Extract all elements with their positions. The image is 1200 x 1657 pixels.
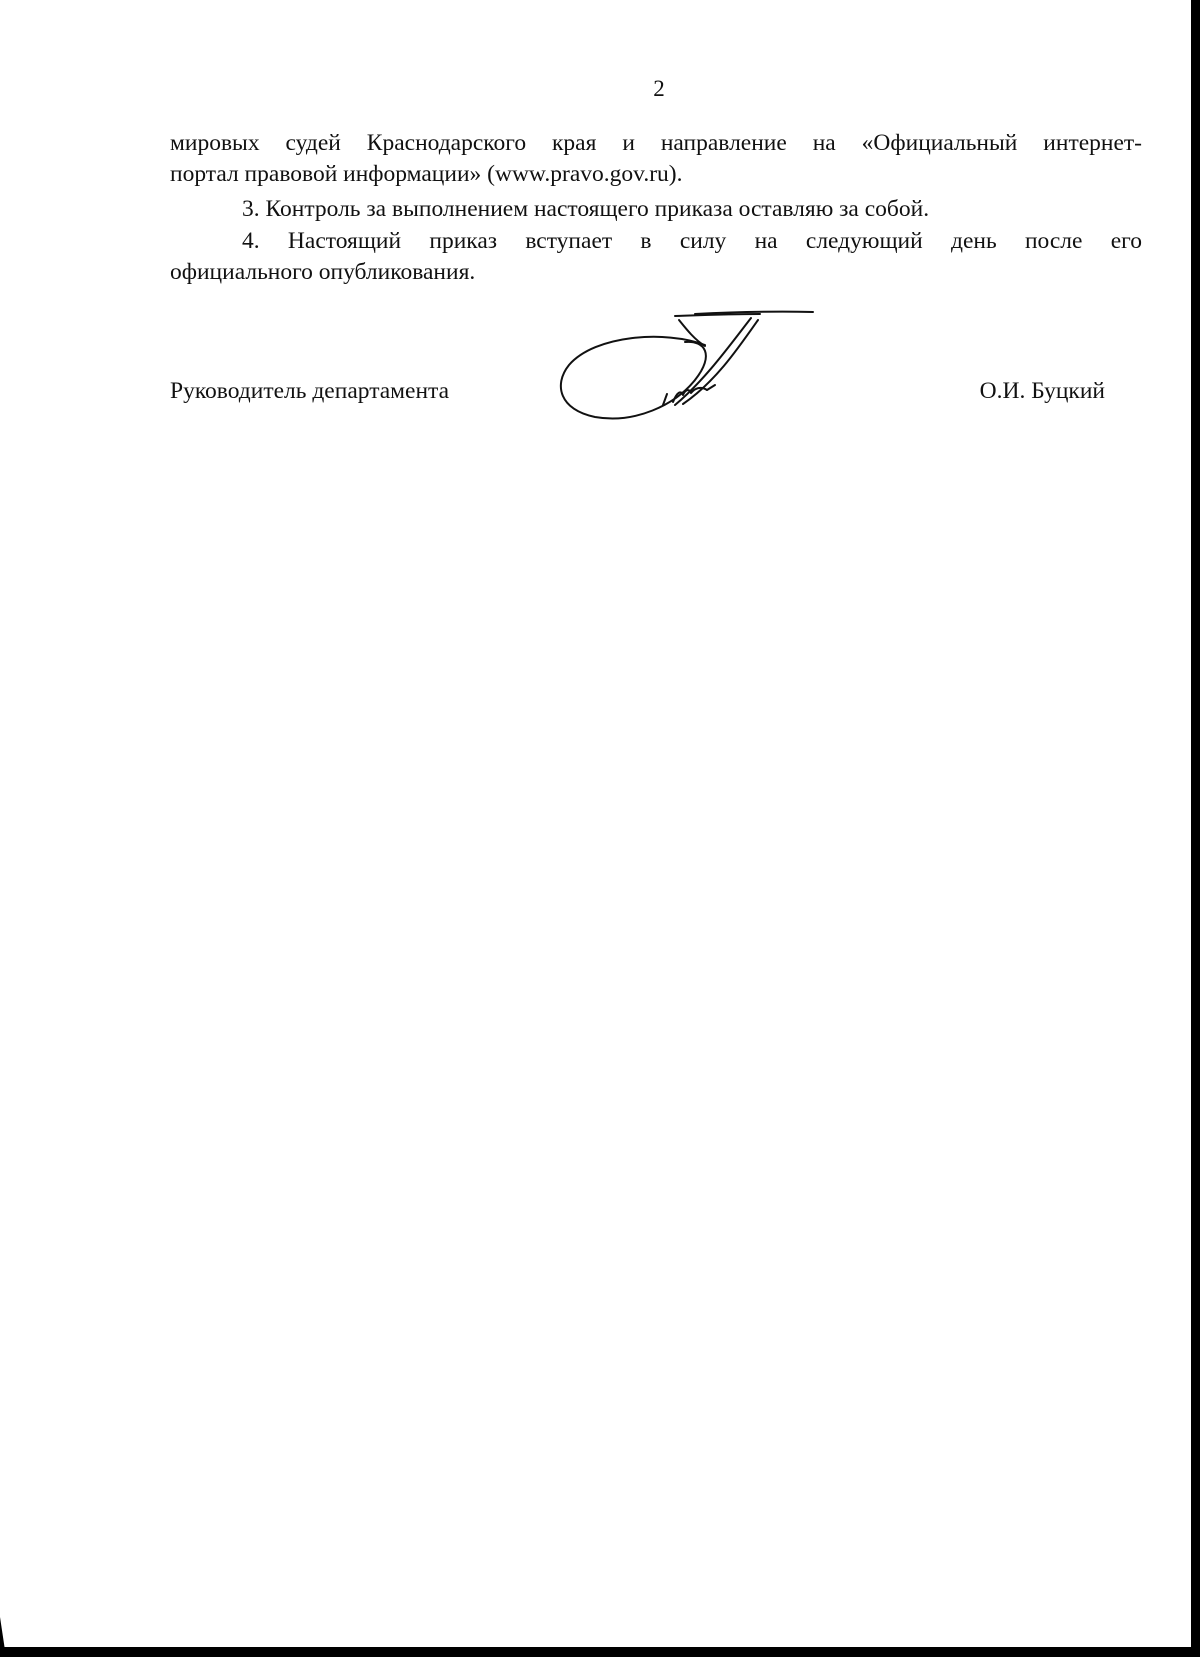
paragraph-continuation (170, 128, 1142, 190)
signatory-name: О.И. Буцкий (979, 378, 1105, 404)
scan-edge-bottom (0, 1647, 1200, 1657)
paragraph-line: 3. Контроль за выполнением настоящего приказа оставляю за собой. (242, 196, 930, 222)
paragraph-line: мировых судей Краснодарского края и направление на «Официальный интернет- (170, 130, 1142, 156)
signatory-role: Руководитель департамента (170, 378, 450, 404)
handwritten-signature-icon (555, 300, 855, 435)
scan-edge-right (1191, 0, 1200, 1657)
paragraph-line: 4. Настоящий приказ вступает в силу на следующий день после его (242, 228, 1142, 254)
paragraph-item-4 (170, 226, 1142, 288)
scan-edge-corner (0, 1617, 6, 1657)
paragraph-item-3 (170, 194, 1142, 225)
page-number: 2 (653, 76, 665, 101)
paragraph-line: официального опубликования. (170, 259, 476, 285)
paragraph-line: портал правовой информации» (www.pravo.gov.ru). (170, 161, 683, 187)
